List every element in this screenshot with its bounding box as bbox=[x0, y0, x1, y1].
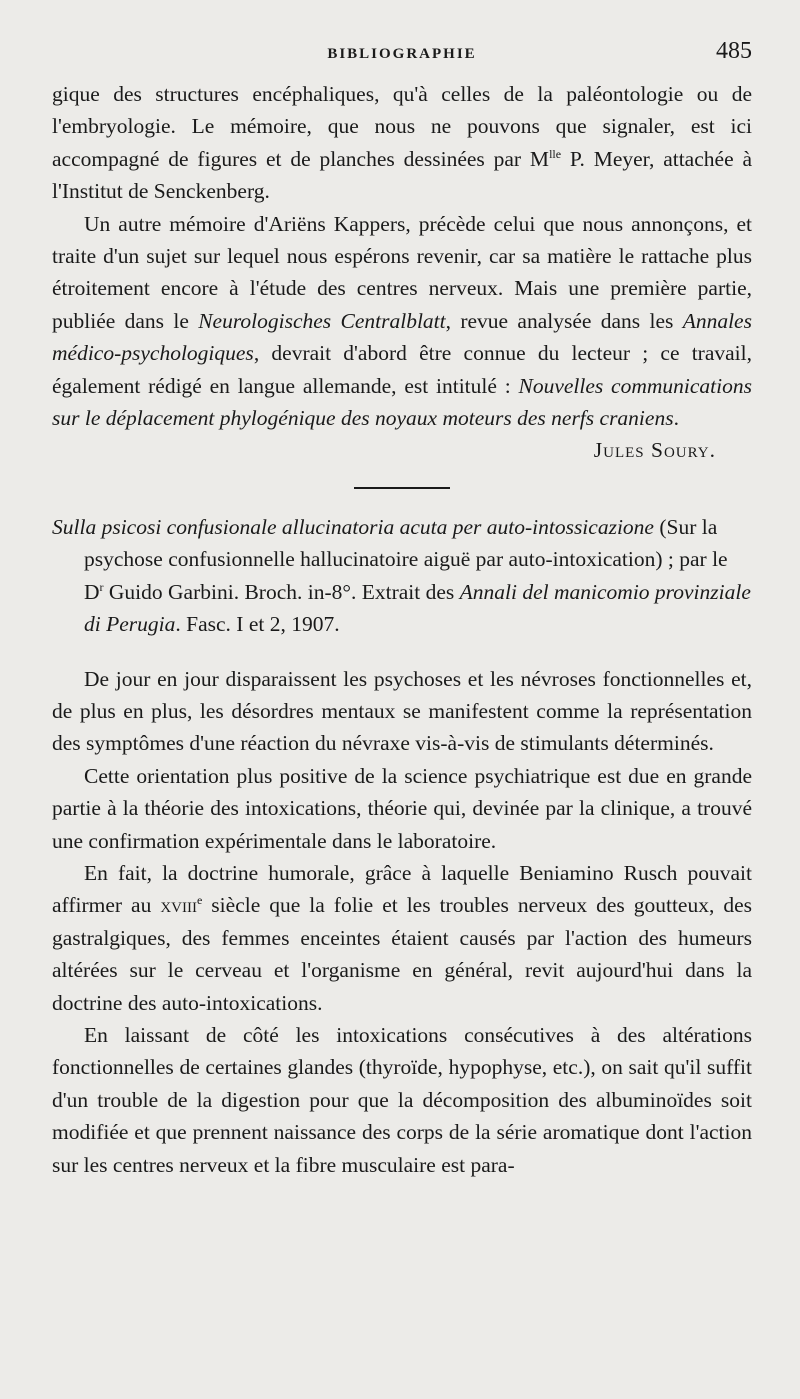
review-heading: Sulla psicosi confusionale allucinatoria acuta per auto-intossicazione (Sur la psychose confusionnelle hallucinatoire aiguë par auto-intoxication) ; par le $D^r$ Guido Garbini. Broch. in-8°. Extrait des Annali del manicomio provinziale di Perugia. Fasc. I et 2, 1907. bbox=[52, 514, 751, 637]
source-journal: Annali del manicomio provinziale di Perugia bbox=[84, 579, 751, 637]
running-head bbox=[52, 38, 752, 78]
page-body bbox=[52, 78, 752, 1181]
paragraph: De jour en jour disparaissent les psychoses et les névroses fonctionnelles et, de plus en plus, les désordres mentaux se manifestent comme la représentation des symptômes d'une réaction du névraxe vis-à-vis de stimulants déterminés. bbox=[52, 666, 752, 756]
paragraph: En laissant de côté les intoxications consécutives à des altérations fonctionnelles de certaines glandes (thyroïde, hypophyse, etc.), on sait qu'il suffit d'un trouble de la digestion pour que la décomposition des albuminoïdes soit modifiée et que prennent naissance des corps de la série aromatique dont l'action sur les centres nerveux et la fibre musculaire est para- bbox=[52, 1022, 752, 1177]
paragraph-continuation: gique des structures encéphaliques, qu'à celles de la paléontologie ou de l'embryologie. Le mémoire, que nous ne pouvons que signaler, est ici accompagné de figures et de planches dessinées par $M^{lle}$ P. Meyer, attachée à l'Institut de Senckenberg. bbox=[52, 82, 753, 204]
paragraph: Cette orientation plus positive de la science psychiatrique est due en grande partie à la théorie des intoxications, théorie qui, devinée par la clinique, a trouvé une confirmation expérimentale dans le laboratoire. bbox=[52, 763, 752, 853]
section-divider bbox=[354, 487, 450, 489]
paragraph: En fait, la doctrine humorale, grâce à laquelle Beniamino Rusch pouvait affirmer au xviii$^e$ siècle que la folie et les troubles nerveux des goutteux, des gastralgiques, des femmes enceintes étaient causés par l'action des humeurs altérées sur le cerveau et l'organisme en général, revit aujourd'hui dans la doctrine des auto-intoxications. bbox=[52, 860, 753, 1015]
page-number: 485 bbox=[716, 38, 752, 64]
journal-title: Neurologisches Centralblatt bbox=[198, 308, 446, 333]
paragraph-kappers: Un autre mémoire d'Ariëns Kappers, précède celui que nous annonçons, et traite d'un sujet sur lequel nous espérons revenir, car sa matière le rattache plus étroitement encore à l'étude des centres nerveux. Mais une première partie, publiée dans le Neurologisches Centralblatt, revue analysée dans les Annales médico-psychologiques, devrait d'abord être connue du lecteur ; ce travail, également rédigé en langue allemande, est intitulé : Nouvelles communications sur le déplacement phylogénique des noyaux moteurs des nerfs craniens. bbox=[52, 211, 752, 431]
author-signature: Jules Soury. bbox=[593, 438, 716, 463]
journal-title: Annales médico-psychologiques bbox=[52, 308, 752, 366]
article-title: Nouvelles communications sur le déplacement phylogénique des noyaux moteurs des nerfs craniens bbox=[52, 373, 752, 431]
reviewed-work-title: Sulla psicosi confusionale allucinatoria acuta per auto-intossicazione bbox=[52, 514, 654, 539]
running-title: BIBLIOGRAPHIE bbox=[327, 46, 477, 62]
